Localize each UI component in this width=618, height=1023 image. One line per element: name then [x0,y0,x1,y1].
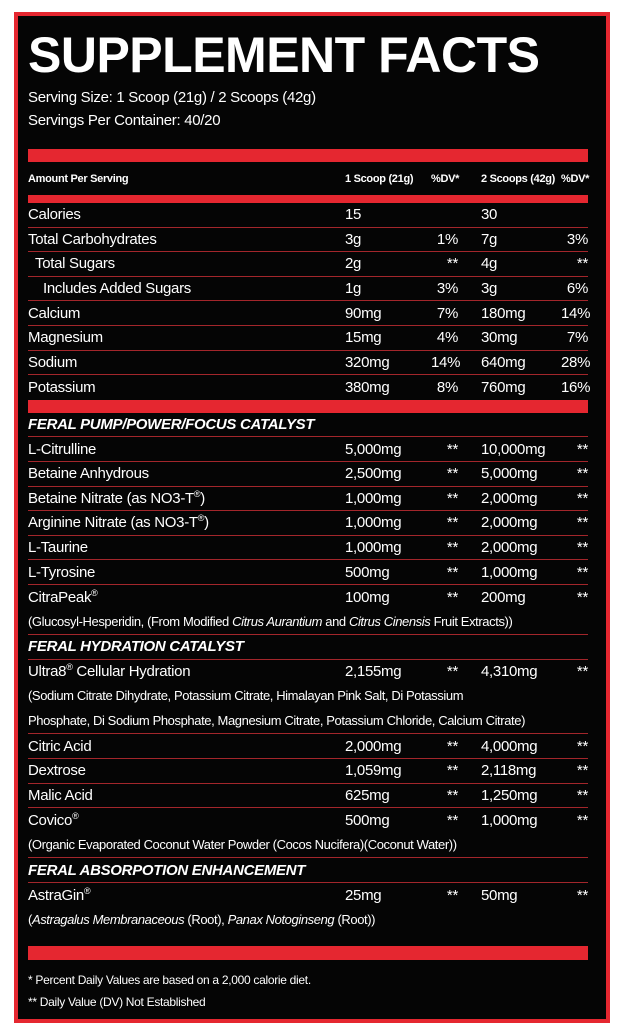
registered-mark: ® [66,662,73,673]
dv-1-scoop: ** [446,255,458,273]
table-row [28,203,588,228]
name-text: L-Citrulline [28,440,97,458]
col2-header: 2 Scoops (42g) [481,172,556,185]
ingredient-source [28,908,588,933]
dv-2-scoops: 3% [566,230,588,248]
amount-2-scoops: 3g [481,280,498,298]
ingredient-source [28,610,588,636]
dv-2-scoops: ** [576,465,588,483]
amount-2-scoops: 5,000mg [481,465,538,483]
dv-2-scoops: ** [576,663,588,681]
amount-1-scoop: 100mg [345,588,390,606]
dv-2-scoops: ** [576,786,588,804]
ingredient-name [28,762,345,779]
ingredient-name [28,305,345,322]
dv-1-scoop: ** [446,440,458,458]
table-row [28,734,588,759]
source-italic: Astragalus Membranaceous [31,911,185,927]
dv-1-scoop: 8% [436,378,458,396]
amount-1-scoop: 90mg [345,304,382,322]
dv-1-scoop: 3% [436,280,458,298]
amount-1-scoop: 2,155mg [345,663,402,681]
amount-2-scoops: 7g [481,230,498,248]
divider-bar [28,195,588,203]
dv-2-scoops: ** [576,762,588,780]
name-text: Citric Acid [28,737,92,755]
section-heading: FERAL HYDRATION CATALYST [28,635,588,660]
dv-2-scoops: ** [576,886,588,904]
registered-mark: ® [72,811,79,822]
ingredient-name [28,812,345,829]
table-row [28,277,588,302]
table-row [28,437,588,462]
amount-1-scoop: 2g [345,255,362,273]
amount-1-scoop: 380mg [345,378,390,396]
amount-1-scoop: 1,059mg [345,762,402,780]
table-row [28,784,588,809]
amount-2-scoops: 50mg [481,886,518,904]
ingredient-name [28,206,345,223]
amount-2-scoops: 1,000mg [481,812,538,830]
name-text: AstraGin [28,886,84,904]
name-text: Arginine Nitrate (as NO3-T [28,514,198,532]
dv-2-scoops: 7% [566,329,588,347]
source-italic: Citrus Aurantium [232,613,323,629]
name-text: Magnesium [28,329,103,347]
table-row [28,883,588,908]
dv-2-scoops: ** [576,255,588,273]
ingredient-name [28,514,345,531]
table-row [28,301,591,326]
name-text: Ultra8 [28,663,67,681]
name-text: Dextrose [28,762,86,780]
dv-1-scoop: ** [446,588,458,606]
ingredient-name [28,231,345,248]
amount-2-scoops: 180mg [481,304,526,322]
dv-1-scoop: ** [446,663,458,681]
dv-1-scoop: ** [446,539,458,557]
dv-1-scoop: 4% [436,329,458,347]
name-text: Betaine Nitrate (as NO3-T [28,489,194,507]
amount-1-scoop: 1,000mg [345,539,402,557]
dv-1-scoop: ** [446,465,458,483]
name-text: Includes Added Sugars [43,280,191,298]
amount-1-scoop: 320mg [345,353,390,371]
amount-2-scoops: 2,118mg [481,762,537,780]
amount-2-scoops: 1,000mg [481,563,538,581]
ingredient-name [28,787,345,804]
table-row [28,252,588,277]
page-title: SUPPLEMENT FACTS [28,27,540,83]
dv-2-scoops: ** [576,737,588,755]
ingredient-name [28,490,345,507]
ingredient-name [28,589,345,606]
name-text: CitraPeak [28,588,92,606]
section-heading: FERAL ABSORPOTION ENHANCEMENT [28,858,588,883]
amount-1-scoop: 1,000mg [345,514,402,532]
amount-2-scoops: 2,000mg [481,539,538,557]
name-text: Total Carbohydrates [28,230,157,248]
amount-2-scoops: 640mg [481,353,526,371]
table-row [28,487,588,512]
dv-1-scoop: ** [446,812,458,830]
name-text: Malic Acid [28,786,93,804]
divider-bar [28,946,588,960]
dv-2-scoops: 28% [561,353,591,371]
source-text: (Root)) [334,911,376,927]
amount-1-scoop: 500mg [345,563,390,581]
section-heading: FERAL PUMP/POWER/FOCUS CATALYST [28,413,588,438]
dv-1-scoop: ** [446,514,458,532]
ingredient-source [28,709,588,735]
amount-2-scoops: 4,000mg [481,737,538,755]
dv-2-scoops: ** [576,539,588,557]
name-text: L-Tyrosine [28,563,96,581]
source-text: (Sodium Citrate Dihydrate, Potassium Citrate, Himalayan Pink Salt, Di Potassium [28,688,464,704]
amount-2-scoops: 200mg [481,588,526,606]
name-text-end: ) [200,489,205,507]
dv-1-scoop: 1% [436,230,458,248]
amount-2-scoops: 30mg [481,329,518,347]
name-text-end: Cellular Hydration [72,663,191,681]
amount-2-scoops: 4,310mg [481,663,538,681]
table-row [28,511,588,536]
source-text: (Root), [184,911,228,927]
table-row [28,808,588,833]
dv-2-scoops: ** [576,812,588,830]
dv-2-scoops: ** [576,563,588,581]
source-text: Fruit Extracts)) [430,613,513,629]
source-italic: Citrus Cinensis [348,613,431,629]
dv-1-scoop: ** [446,786,458,804]
name-text: Calcium [28,304,81,322]
table-row [28,585,588,610]
dv2-header: %DV* [561,172,590,185]
dv-2-scoops: ** [576,588,588,606]
dv-1-scoop: ** [446,886,458,904]
name-text: Covico [28,812,73,830]
ingredient-name [28,539,345,556]
dv-2-scoops: ** [576,440,588,458]
amount-2-scoops: 30 [481,206,498,224]
table-row [28,228,588,253]
source-text: Phosphate, Di Sodium Phosphate, Magnesium Citrate, Potassium Chloride, Calcium Citrate) [28,712,525,728]
table-row [28,375,591,400]
dv-2-scoops: 16% [561,378,591,396]
amount-2-scoops: 2,000mg [481,489,538,507]
table-row [28,560,588,585]
dv-1-scoop: 14% [431,353,461,371]
name-text: Total Sugars [35,255,115,273]
divider-bar [28,400,588,413]
dv-1-scoop: ** [446,563,458,581]
amount-1-scoop: 1,000mg [345,489,402,507]
amount-1-scoop: 625mg [345,786,390,804]
ingredient-name [28,280,345,297]
source-text: (Organic Evaporated Coconut Water Powder (Cocos Nucifera)(Coconut Water)) [28,836,457,852]
name-text: Betaine Anhydrous [28,465,149,483]
registered-mark: ® [83,885,91,896]
source-text: ( [28,911,32,927]
amount-2-scoops: 760mg [481,378,526,396]
amount-1-scoop: 15mg [345,329,382,347]
registered-mark: ® [197,513,205,524]
registered-mark: ® [193,488,201,499]
dv-1-scoop: ** [446,737,458,755]
amount-1-scoop: 2,000mg [345,737,402,755]
ingredient-name [28,663,345,680]
amount-per-serving-label: Amount Per Serving [28,172,129,185]
amount-1-scoop: 25mg [345,886,382,904]
column-header [28,162,588,195]
amount-2-scoops: 4g [481,255,498,273]
dv-2-scoops: 14% [561,304,591,322]
serving-size: Serving Size: 1 Scoop (21g) / 2 Scoops (42g) [28,89,316,106]
footnote-not-established: ** Daily Value (DV) Not Established [28,995,206,1010]
supplement-facts-panel [14,12,610,1023]
ingredient-sections [28,413,588,932]
table-row [28,759,588,784]
table-row [28,462,588,487]
ingredient-name [28,354,345,371]
dv-2-scoops: 6% [566,280,588,298]
ingredient-name [28,379,345,396]
ingredient-name [28,564,345,581]
dv-1-scoop: ** [446,762,458,780]
amount-1-scoop: 3g [345,230,362,248]
name-text: L-Taurine [28,539,88,557]
ingredient-name [28,255,345,272]
ingredient-source [28,833,588,859]
amount-1-scoop: 500mg [345,812,390,830]
source-text: and [322,613,349,629]
col1-header: 1 Scoop (21g) [345,172,414,185]
amount-1-scoop: 2,500mg [345,465,402,483]
amount-1-scoop: 15 [345,206,362,224]
ingredient-name [28,465,345,482]
ingredient-source [28,684,588,709]
table-row [28,536,588,561]
table-row [28,326,588,351]
divider-bar [28,149,588,162]
footnote-dv: * Percent Daily Values are based on a 2,000 calorie diet. [28,973,311,988]
amount-1-scoop: 1g [345,280,362,298]
name-text: Sodium [28,353,78,371]
name-text-end: ) [204,514,209,532]
amount-2-scoops: 1,250mg [481,786,538,804]
amount-1-scoop: 5,000mg [345,440,402,458]
amount-2-scoops: 10,000mg [481,440,546,458]
name-text: Potassium [28,378,96,396]
table-row [28,660,588,685]
dv1-header: %DV* [431,172,460,185]
dv-1-scoop: ** [446,489,458,507]
source-italic: Panax Notoginseng [227,911,335,927]
ingredient-name [28,887,345,904]
amount-2-scoops: 2,000mg [481,514,538,532]
ingredient-name [28,329,345,346]
registered-mark: ® [91,587,98,598]
dv-2-scoops: ** [576,489,588,507]
table-row [28,351,591,376]
nutrient-table [28,203,591,400]
source-text: (Glucosyl-Hesperidin, (From Modified [28,613,233,629]
dv-1-scoop: 7% [436,304,458,322]
ingredient-name [28,441,345,458]
dv-2-scoops: ** [576,514,588,532]
name-text: Calories [28,206,81,224]
servings-per-container: Servings Per Container: 40/20 [28,112,221,129]
ingredient-name [28,738,345,755]
